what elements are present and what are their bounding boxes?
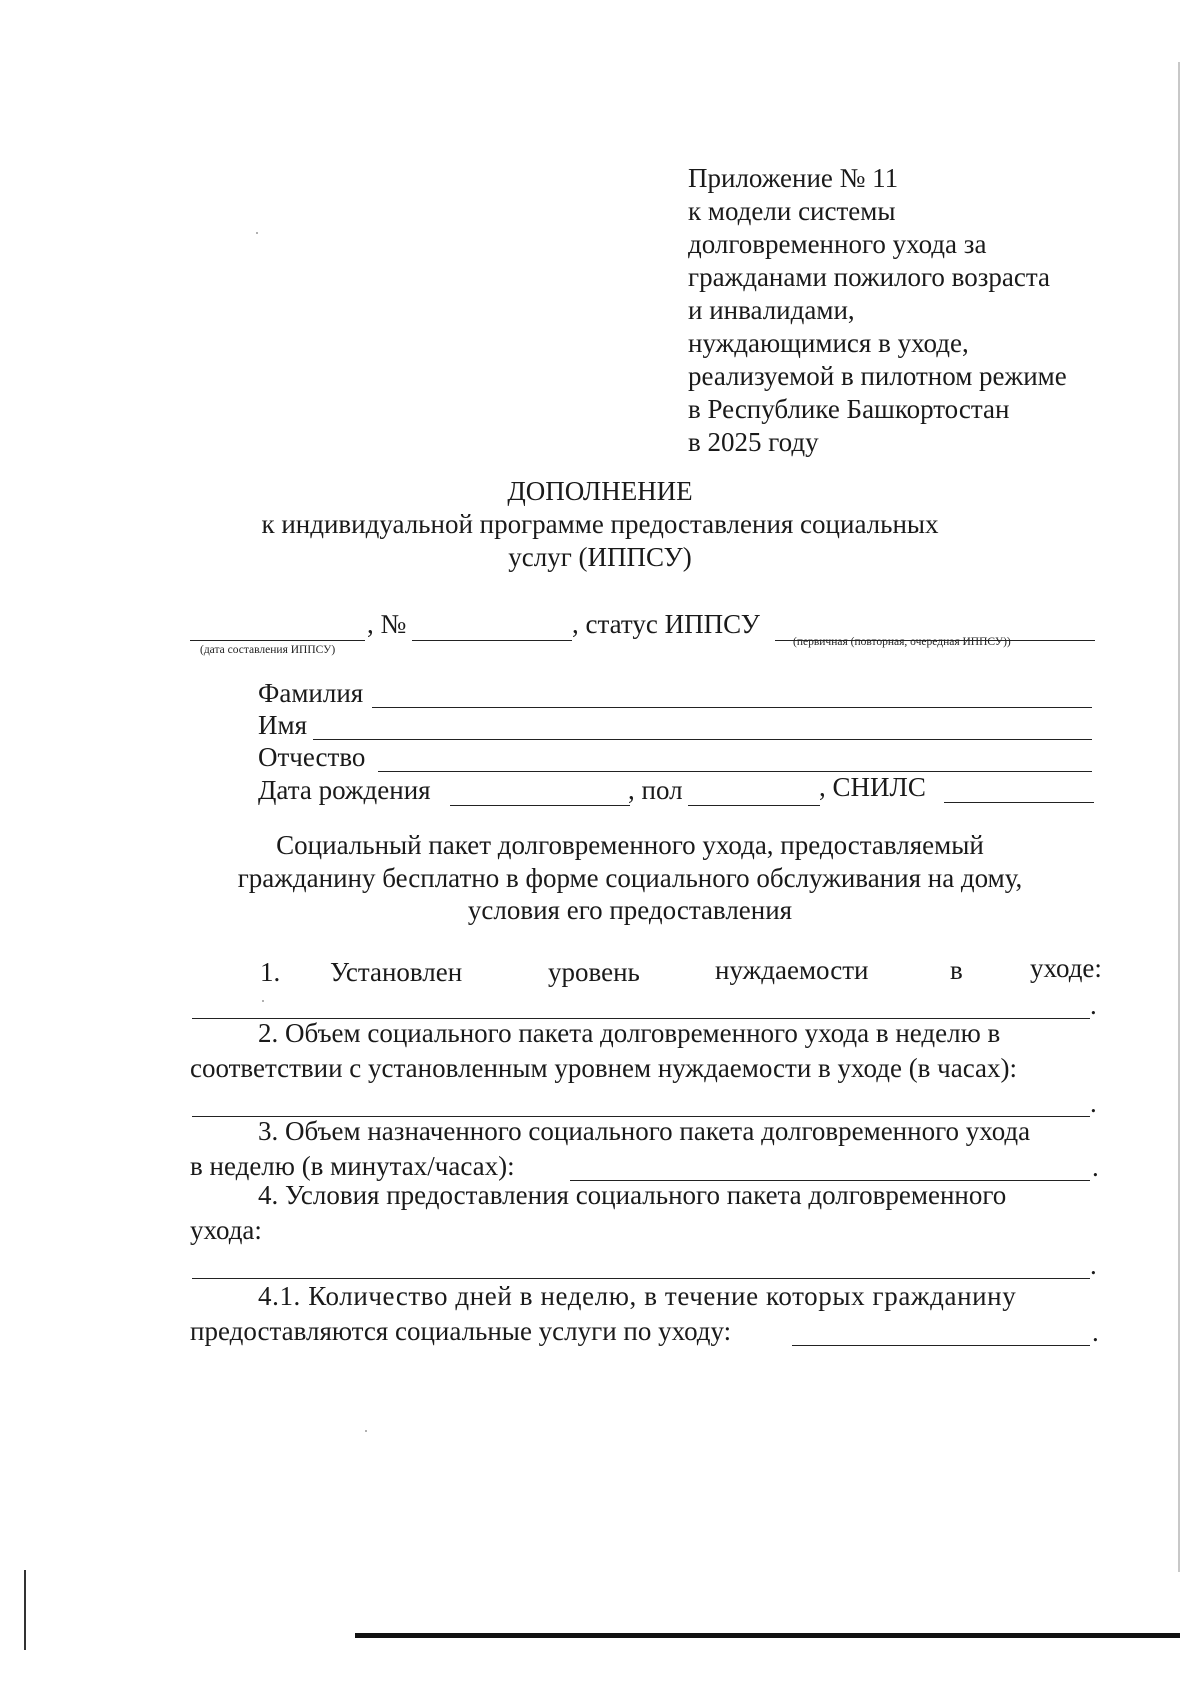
snils-field-line[interactable] — [944, 802, 1094, 803]
item4-field-line[interactable] — [192, 1278, 1090, 1279]
dob-field-line[interactable] — [450, 805, 630, 806]
number-label: , № — [367, 609, 407, 639]
item2-line1: 2. Объем социального пакета долговременного ухода в неделю в — [258, 1018, 1001, 1048]
item1-word: уровень — [548, 957, 640, 987]
package-title-line1: Социальный пакет долговременного ухода, предоставляемый — [276, 830, 984, 860]
dob-label: Дата рождения — [258, 775, 431, 805]
scan-border-right — [1178, 62, 1180, 1572]
document-subtitle-line1: к индивидуальной программе предоставления социальных — [261, 509, 939, 539]
item1-period: . — [1090, 990, 1097, 1020]
status-label: , статус ИППСУ — [572, 609, 760, 639]
surname-field-line[interactable] — [372, 707, 1092, 708]
item3-line2: в неделю (в минутах/часах): — [190, 1151, 515, 1181]
date-caption: (дата составления ИППСУ) — [200, 644, 336, 656]
item2-period: . — [1090, 1088, 1097, 1118]
scan-speck — [256, 232, 258, 234]
snils-label: , СНИЛС — [819, 772, 926, 802]
item1-word: уходе: — [1030, 953, 1102, 983]
appendix-line: и инвалидами, — [688, 295, 855, 325]
item41-line1: 4.1. Количество дней в неделю, в течение которых гражданину — [258, 1281, 1017, 1311]
item41-period: . — [1092, 1317, 1099, 1347]
appendix-line: Приложение № 11 — [688, 163, 899, 193]
scan-speck — [262, 1000, 264, 1002]
item4-period: . — [1090, 1250, 1097, 1280]
sex-field-line[interactable] — [688, 805, 820, 806]
package-title-line2: гражданину бесплатно в форме социального обслуживания на дому, — [237, 863, 1023, 893]
document-title: ДОПОЛНЕНИЕ — [507, 476, 693, 506]
appendix-line: к модели системы — [688, 196, 896, 226]
patronymic-label: Отчество — [258, 742, 366, 772]
appendix-line: гражданами пожилого возраста — [688, 262, 1050, 292]
name-label: Имя — [258, 710, 308, 740]
item4-line1: 4. Условия предоставления социального пакета долговременного — [258, 1180, 1007, 1210]
document-subtitle-line2: услуг (ИППСУ) — [508, 542, 692, 572]
item41-line2: предоставляются социальные услуги по уходу: — [190, 1316, 732, 1346]
scan-speck — [365, 1430, 367, 1432]
appendix-block — [688, 162, 1128, 459]
scan-mark-left — [24, 1570, 26, 1650]
appendix-line: нуждающимися в уходе, — [688, 328, 969, 358]
patronymic-field-line[interactable] — [378, 771, 1092, 772]
number-field-line[interactable] — [412, 640, 572, 641]
item4-line2: ухода: — [190, 1215, 262, 1245]
name-field-line[interactable] — [313, 739, 1092, 740]
appendix-line: реализуемой в пилотном режиме — [688, 361, 1067, 391]
item3-line1: 3. Объем назначенного социального пакета долговременного ухода — [258, 1116, 1031, 1146]
package-title-line3: условия его предоставления — [467, 895, 793, 925]
date-field-line[interactable] — [190, 640, 365, 641]
appendix-line: долговременного ухода за — [688, 229, 987, 259]
item1-word: Установлен — [330, 957, 463, 987]
surname-label: Фамилия — [258, 678, 364, 708]
item3-period: . — [1092, 1152, 1099, 1182]
item1-word: в — [950, 955, 963, 985]
item2-line2: соответствии с установленным уровнем нуждаемости в уходе (в часах): — [190, 1053, 1018, 1083]
appendix-line: в Республике Башкортостан — [688, 394, 1010, 424]
scan-bar-bottom — [355, 1633, 1180, 1638]
sex-label: , пол — [628, 775, 683, 805]
item1-number: 1. — [260, 957, 281, 987]
item1-word: нуждаемости — [715, 955, 869, 985]
item41-field-line[interactable] — [792, 1345, 1090, 1346]
status-caption: (первичная (повторная, очередная ИППСУ)) — [793, 636, 1011, 648]
appendix-line: в 2025 году — [688, 427, 819, 457]
